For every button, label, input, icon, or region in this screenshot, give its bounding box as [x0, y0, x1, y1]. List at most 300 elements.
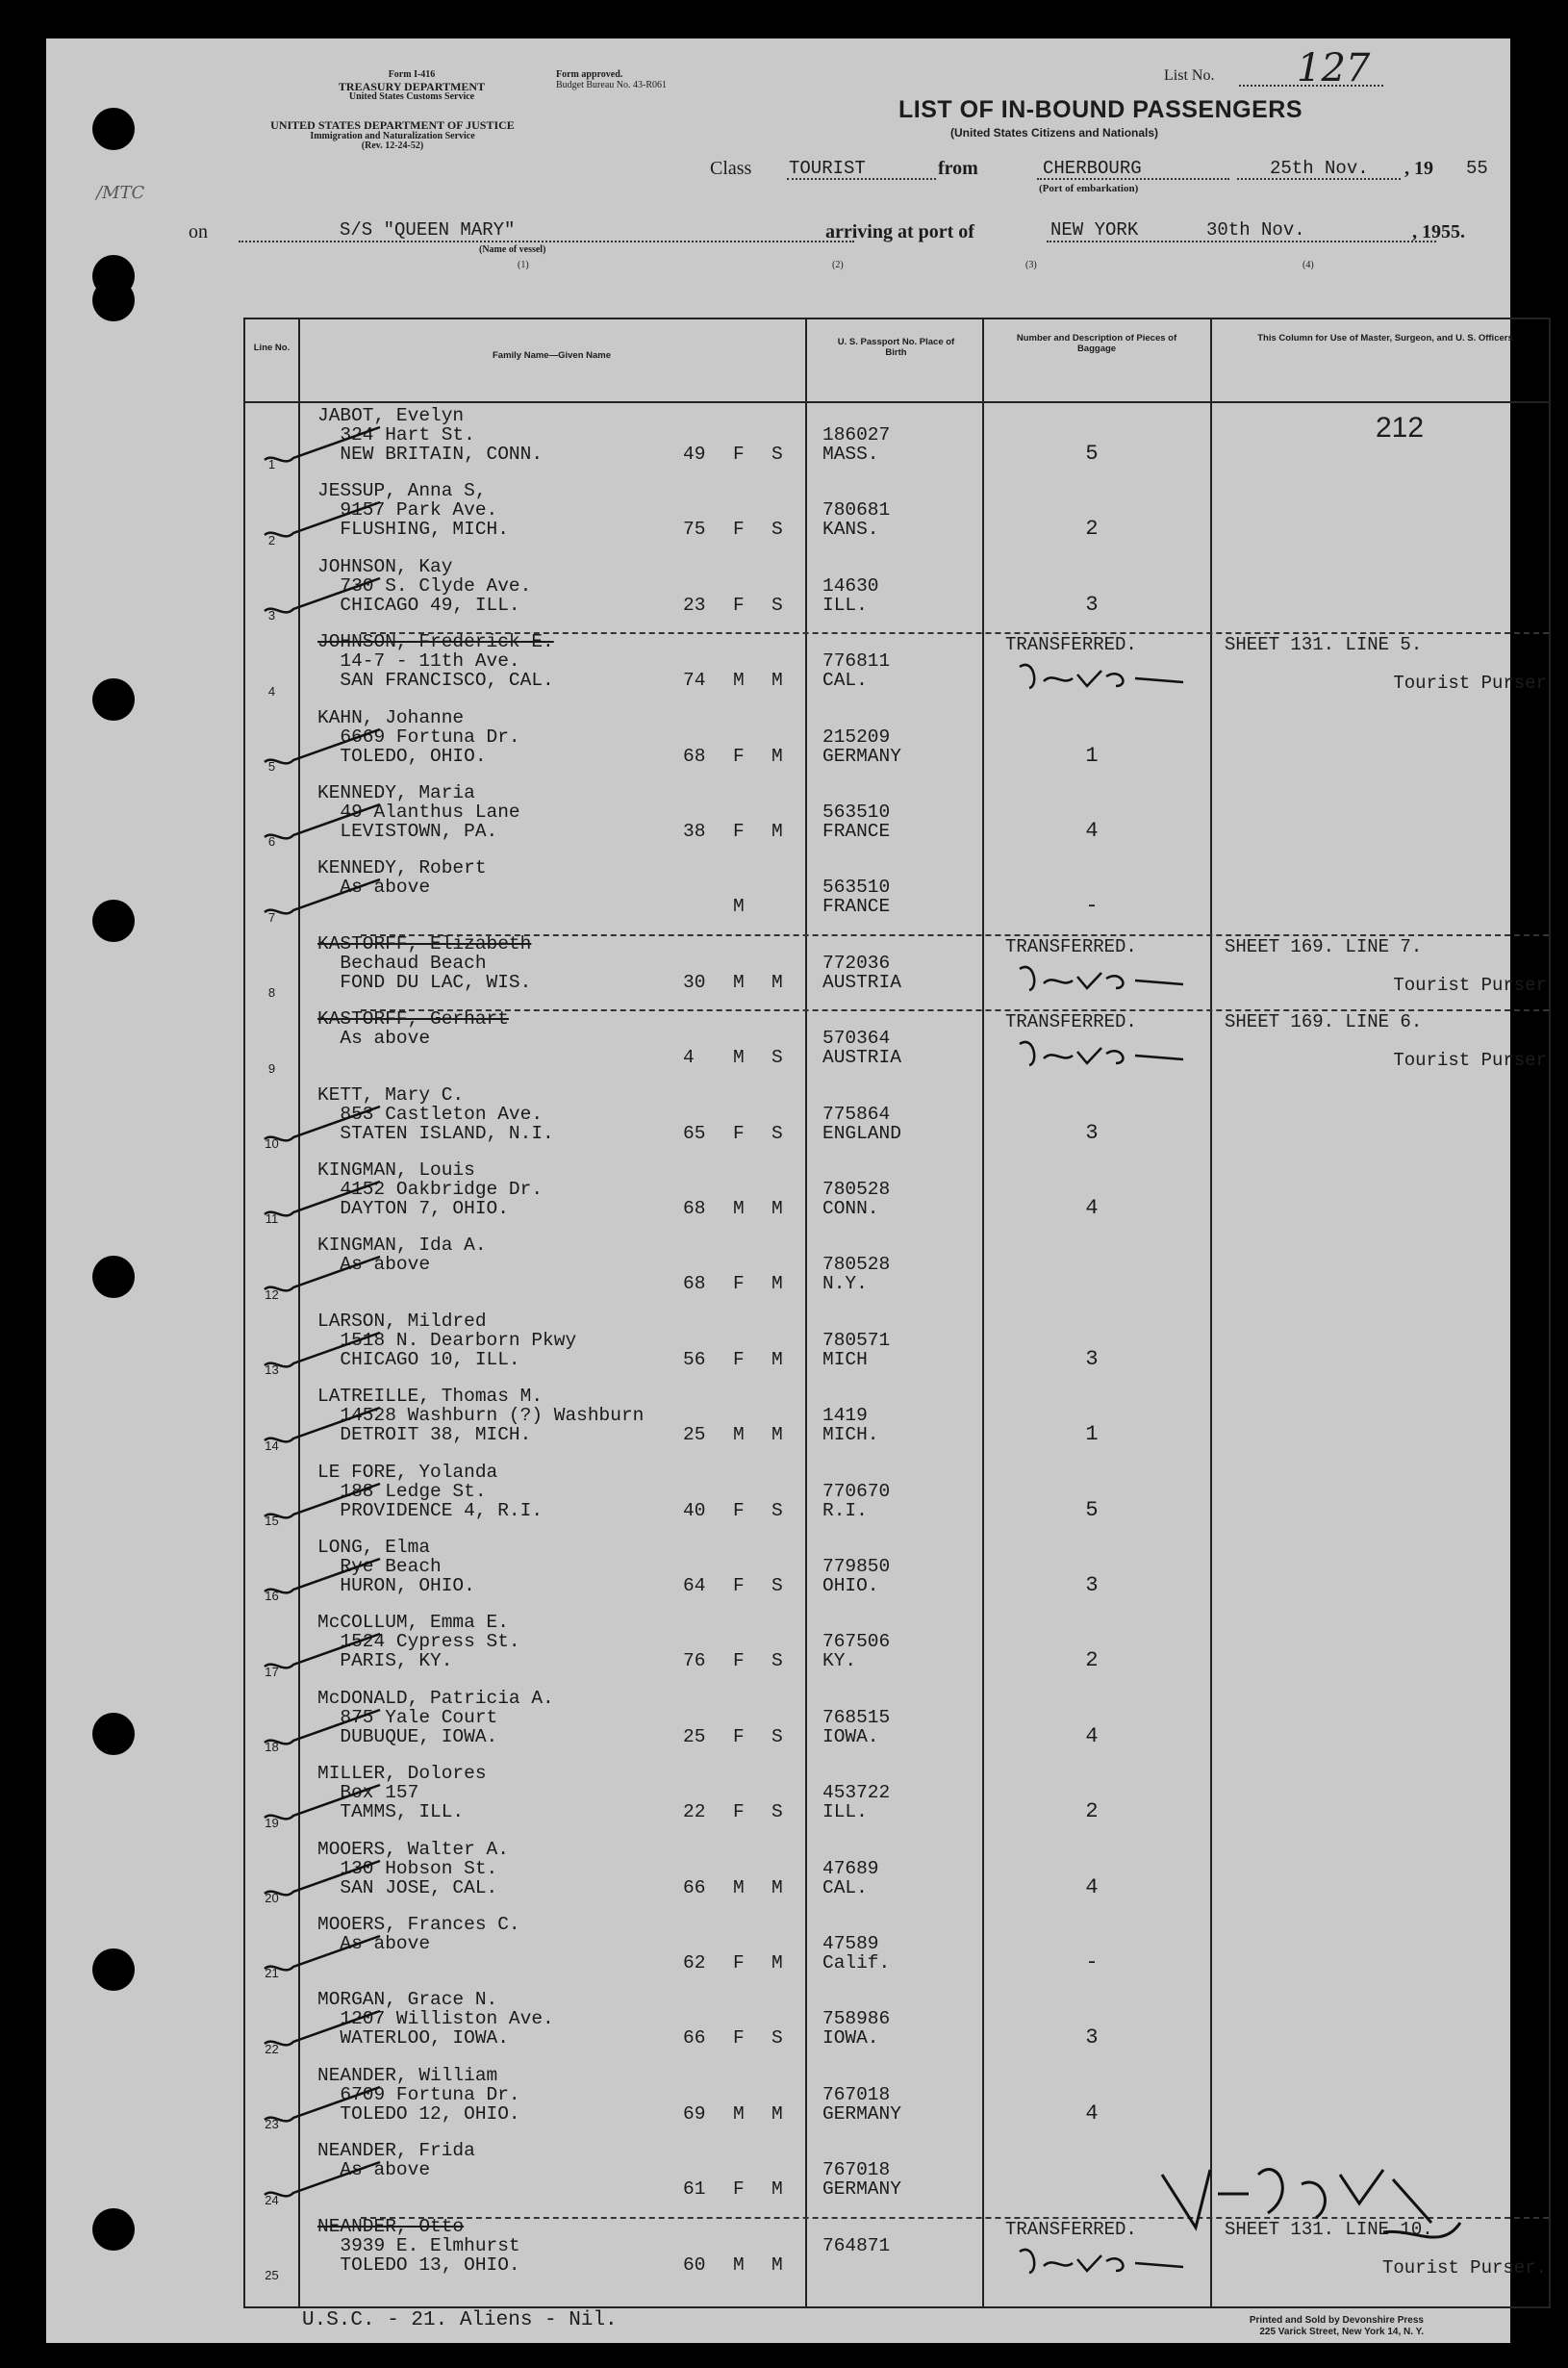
passenger-address: As above: [317, 1028, 431, 1050]
line-number: 13: [265, 1362, 279, 1378]
passenger-name: McDONALD, Patricia A.: [317, 1687, 554, 1709]
passenger-address: 6669 Fortuna Dr.: [317, 726, 520, 748]
passenger-age: 66: [683, 2027, 706, 2050]
col-num-4: (4): [1302, 260, 1314, 270]
passenger-marital: S: [771, 1575, 783, 1596]
passenger-address: Bechaud Beach: [317, 952, 487, 974]
passenger-city: SAN FRANCISCO, CAL.: [317, 670, 554, 692]
passenger-city: PROVIDENCE 4, R.I.: [317, 1499, 544, 1521]
passenger-city: DAYTON 7, OHIO.: [317, 1198, 509, 1219]
passenger-name: JABOT, Evelyn: [317, 405, 465, 426]
passenger-marital: M: [771, 745, 783, 767]
passenger-marital: S: [771, 2027, 783, 2050]
transfer-stamp: TRANSFERRED.: [1005, 634, 1137, 656]
passport-number: 780681: [822, 499, 891, 522]
departure-year-prefix: , 19: [1404, 158, 1433, 179]
table-row: [245, 1762, 1549, 1837]
baggage-count: 4: [1085, 819, 1099, 843]
checkmark-icon: [255, 1253, 390, 1301]
place-of-birth: AUSTRIA: [822, 1047, 901, 1069]
passenger-address: 1518 N. Dearborn Pkwy: [317, 1329, 577, 1351]
passport-number: 775864: [822, 1103, 891, 1125]
line-number: 3: [267, 608, 276, 624]
passenger-city: CHICAGO 10, ILL.: [317, 1348, 520, 1370]
baggage-count: 4: [1085, 1723, 1099, 1748]
passenger-city: WATERLOO, IOWA.: [317, 2027, 509, 2050]
purser-label: Tourist Purser.: [1381, 2256, 1547, 2279]
table-row: [245, 1159, 1549, 1234]
passenger-marital: M: [771, 971, 783, 993]
baggage-count: 1: [1085, 743, 1099, 768]
table-row: [245, 932, 1549, 1007]
place-of-birth: CAL.: [822, 1876, 868, 1898]
checkmark-icon: [255, 2007, 390, 2055]
passenger-sex: F: [733, 1575, 745, 1596]
place-of-birth: Calif.: [822, 1952, 891, 1973]
printer-credit: [1250, 2315, 1424, 2338]
vessel-underline: [239, 241, 854, 242]
passport-number: 780571: [822, 1329, 891, 1351]
passenger-address: Box 157: [317, 1782, 419, 1804]
passenger-city: TOLEDO 12, OHIO.: [317, 2102, 520, 2125]
passport-number: 1419: [822, 1405, 868, 1427]
passenger-age: 38: [683, 821, 706, 842]
passenger-sex: F: [733, 1650, 745, 1672]
passenger-age: 49: [683, 444, 706, 465]
purser-signature: [1015, 959, 1188, 998]
passenger-address: 1207 Williston Ave.: [317, 2008, 554, 2030]
class-label: Class: [710, 158, 752, 179]
baggage-count: 2: [1085, 517, 1099, 542]
passenger-name: MORGAN, Grace N.: [317, 1989, 498, 2011]
passport-number: 563510: [822, 802, 891, 823]
officer-signature: [1143, 2136, 1489, 2271]
passport-number: 215209: [822, 726, 891, 748]
passenger-marital: M: [771, 1273, 783, 1295]
col-num-1: (1): [518, 260, 529, 270]
passenger-name: KASTORFF, Gerhart: [317, 1008, 509, 1031]
line-number: 20: [265, 1890, 279, 1905]
checkmark-icon: [255, 1555, 390, 1603]
punch-hole: [92, 900, 135, 942]
line-number: 6: [267, 834, 276, 850]
checkmark-icon: [255, 574, 390, 623]
place-of-birth: GERMANY: [822, 745, 901, 767]
form-header-treasury: [325, 70, 498, 103]
passenger-age: 30: [683, 971, 706, 993]
checkmark-icon: [255, 498, 390, 547]
passport-number: 14630: [822, 574, 879, 597]
immigration-service: Immigration and Naturalization Service: [310, 130, 475, 141]
passport-number: 764871: [822, 2234, 891, 2256]
passenger-address: 3939 E. Elmhurst: [317, 2234, 520, 2256]
margin-note: /MTC: [96, 183, 145, 203]
place-of-birth: N.Y.: [822, 1273, 868, 1295]
passenger-name: McCOLLUM, Emma E.: [317, 1612, 509, 1634]
table-row: [245, 1611, 1549, 1686]
transfer-sheet-ref: SHEET 131. LINE 10.: [1225, 2218, 1433, 2240]
passenger-city: PARIS, KY.: [317, 1650, 453, 1672]
place-of-birth: GERMANY: [822, 2102, 901, 2125]
passenger-name: KENNEDY, Robert: [317, 857, 487, 879]
place-of-birth: IOWA.: [822, 1725, 879, 1747]
passenger-name: NEANDER, Frida: [317, 2140, 475, 2162]
place-of-birth: ENGLAND: [822, 1122, 901, 1144]
passenger-name: LARSON, Mildred: [317, 1310, 487, 1332]
passenger-name: KINGMAN, Ida A.: [317, 1235, 487, 1257]
passenger-marital: S: [771, 519, 783, 541]
passenger-marital: S: [771, 444, 783, 465]
passenger-age: 22: [683, 1801, 706, 1823]
passenger-city: FOND DU LAC, WIS.: [317, 971, 532, 993]
passenger-name: NEANDER, William: [317, 2064, 498, 2086]
arrival-date: 30th Nov.: [1206, 219, 1305, 241]
arrival-year: , 1955.: [1412, 221, 1465, 242]
transfer-sheet-ref: SHEET 169. LINE 6.: [1225, 1011, 1423, 1033]
passport-number: 186027: [822, 424, 891, 446]
passenger-city: FLUSHING, MICH.: [317, 519, 509, 541]
passenger-city: SAN JOSE, CAL.: [317, 1876, 498, 1898]
passenger-city: STATEN ISLAND, N.I.: [317, 1122, 554, 1144]
place-of-birth: AUSTRIA: [822, 971, 901, 993]
th-name: Family Name—Given Name: [492, 350, 612, 361]
punch-hole: [92, 1948, 135, 1991]
treasury-dept: TREASURY DEPARTMENT: [338, 79, 486, 93]
passport-number: 47589: [822, 1933, 879, 1954]
embarkation-note: (Port of embarkation): [1039, 183, 1139, 194]
purser-label: Tourist Purser: [1393, 1050, 1547, 1072]
table-row: [245, 1385, 1549, 1460]
checkmark-icon: [255, 1103, 390, 1151]
line-number: 9: [267, 1060, 276, 1076]
passenger-name: MOOERS, Frances C.: [317, 1914, 520, 1935]
passenger-address: 9157 Park Ave.: [317, 499, 498, 522]
place-of-birth: ILL.: [822, 594, 868, 616]
customs-service: United States Customs Service: [348, 91, 475, 103]
table-row: [245, 1007, 1549, 1082]
passport-number: 780528: [822, 1179, 891, 1200]
passport-number: 570364: [822, 1028, 891, 1050]
embarkation-port: CHERBOURG: [1043, 158, 1142, 179]
passenger-table: [243, 318, 1551, 2308]
place-of-birth: IOWA.: [822, 2027, 879, 2050]
passenger-marital: M: [771, 2253, 783, 2276]
line-number: 5: [267, 758, 276, 774]
passenger-age: 60: [683, 2253, 706, 2276]
passport-number: 453722: [822, 1782, 891, 1804]
place-of-birth: MICH.: [822, 1424, 879, 1446]
baggage-count: 3: [1085, 1120, 1099, 1145]
table-row: [245, 1988, 1549, 2063]
passenger-address: 14528 Washburn (?) Washburn: [317, 1405, 645, 1427]
passenger-sex: F: [733, 444, 745, 465]
purser-label: Tourist Purser: [1393, 974, 1547, 996]
table-row: [245, 555, 1549, 630]
arrival-port: NEW YORK: [1050, 219, 1139, 241]
checkmark-icon: [255, 1932, 390, 1980]
page-title: LIST OF IN-BOUND PASSENGERS: [898, 96, 1303, 123]
transfer-sheet-ref: SHEET 169. LINE 7.: [1225, 935, 1423, 957]
line-number: 25: [265, 2267, 279, 2282]
passenger-sex: M: [733, 1424, 745, 1446]
transfer-stamp: TRANSFERRED.: [1005, 2218, 1137, 2240]
passport-number: 772036: [822, 952, 891, 974]
baggage-count: 5: [1085, 442, 1099, 466]
col-num-2: (2): [832, 260, 844, 270]
line-number: 2: [267, 532, 276, 547]
checkmark-icon: [255, 1857, 390, 1905]
place-of-birth: KANS.: [822, 519, 879, 541]
checkmark-icon: [255, 1404, 390, 1452]
passenger-sex: F: [733, 2027, 745, 2050]
purser-signature: [1015, 1034, 1188, 1073]
passenger-address: 188 Ledge St.: [317, 1480, 487, 1502]
line-number: 24: [265, 2192, 279, 2207]
passenger-name: LONG, Elma: [317, 1537, 431, 1558]
passenger-address: 14-7 - 11th Ave.: [317, 650, 520, 673]
list-no-label: List No.: [1164, 67, 1215, 84]
checkmark-icon: [255, 876, 390, 924]
budget-note: [556, 70, 768, 90]
passenger-name: LE FORE, Yolanda: [317, 1461, 498, 1483]
place-of-birth: MASS.: [822, 444, 879, 465]
passport-number: 758986: [822, 2008, 891, 2030]
passenger-name: JOHNSON, Frederick E.: [317, 631, 554, 653]
passport-number: 47689: [822, 1857, 879, 1879]
passenger-marital: M: [771, 1348, 783, 1370]
passenger-sex: F: [733, 1952, 745, 1973]
passenger-sex: F: [733, 1348, 745, 1370]
passenger-age: 23: [683, 594, 706, 616]
line-number: 1: [267, 457, 276, 472]
checkmark-icon: [255, 1329, 390, 1377]
line-number: 17: [265, 1664, 279, 1679]
passenger-age: 56: [683, 1348, 706, 1370]
line-number: 14: [265, 1438, 279, 1453]
place-of-birth: CAL.: [822, 670, 868, 692]
printer-line-2: 225 Varick Street, New York 14, N. Y.: [1259, 2327, 1424, 2337]
passenger-marital: S: [771, 1650, 783, 1672]
place-of-birth: FRANCE: [822, 896, 891, 918]
vessel-note: (Name of vessel): [479, 244, 546, 255]
baggage-count: -: [1085, 894, 1099, 919]
passenger-name: KASTORFF, Elizabeth: [317, 932, 532, 955]
line-number: 16: [265, 1589, 279, 1604]
class-value: TOURIST: [789, 158, 866, 179]
departure-year: 55: [1466, 158, 1488, 179]
place-of-birth: MICH: [822, 1348, 868, 1370]
line-number: 23: [265, 2117, 279, 2132]
th-passport: U. S. Passport No. Place of Birth: [837, 337, 955, 359]
transfer-sheet-ref: SHEET 131. LINE 5.: [1225, 634, 1423, 656]
passenger-marital: M: [771, 1952, 783, 1973]
passenger-address: As above: [317, 877, 431, 899]
passenger-age: 76: [683, 1650, 706, 1672]
passenger-age: 68: [683, 1198, 706, 1219]
checkmark-icon: [255, 1178, 390, 1226]
place-of-birth: ILL.: [822, 1801, 868, 1823]
passenger-city: TOLEDO 13, OHIO.: [317, 2253, 520, 2276]
baggage-count: 5: [1085, 1497, 1099, 1522]
passenger-marital: M: [771, 1424, 783, 1446]
baggage-count: 1: [1085, 1422, 1099, 1447]
line-number: 15: [265, 1513, 279, 1528]
checkmark-icon: [255, 801, 390, 849]
checkmark-icon: [255, 726, 390, 774]
document-page: [46, 38, 1547, 2343]
printer-line-1: Printed and Sold by Devonshire Press: [1249, 2315, 1424, 2326]
passenger-address: 875 Yale Court: [317, 1706, 498, 1728]
punch-hole: [92, 2208, 135, 2251]
passenger-city: TOLEDO, OHIO.: [317, 745, 487, 767]
passport-number: 767018: [822, 2083, 891, 2105]
stamp-number: 212: [1376, 412, 1425, 444]
table-row: [245, 1234, 1549, 1309]
passenger-age: 69: [683, 2102, 706, 2125]
passenger-address: 4152 Oakbridge Dr.: [317, 1179, 544, 1200]
passenger-address: 730 S. Clyde Ave.: [317, 574, 532, 597]
passenger-marital: M: [771, 821, 783, 842]
purser-signature: [1015, 657, 1188, 696]
th-officers: This Column for Use of Master, Surgeon, and U. S. Officers: [1257, 333, 1513, 344]
baggage-count: 2: [1085, 1799, 1099, 1824]
checkmark-icon: [255, 423, 390, 471]
passport-number: 779850: [822, 1556, 891, 1577]
purser-label: Tourist Purser: [1393, 673, 1547, 695]
form-approved: Form approved.: [556, 69, 623, 80]
arriving-label: arriving at port of: [825, 221, 974, 242]
passenger-address: 1524 Cypress St.: [317, 1631, 520, 1653]
baggage-count: -: [1085, 1950, 1099, 1974]
passenger-city: CHICAGO 49, ILL.: [317, 594, 520, 616]
line-number: 12: [265, 1286, 279, 1302]
passenger-sex: F: [733, 1801, 745, 1823]
passenger-marital: S: [771, 594, 783, 616]
line-number: 21: [265, 1966, 279, 1981]
baggage-count: 3: [1085, 1346, 1099, 1371]
passenger-marital: M: [771, 670, 783, 692]
table-row: [245, 706, 1549, 781]
passport-number: 768515: [822, 1706, 891, 1728]
passenger-marital: S: [771, 1047, 783, 1069]
place-of-birth: OHIO.: [822, 1575, 879, 1596]
col-num-3: (3): [1025, 260, 1037, 270]
form-number: Form I-416: [388, 69, 436, 80]
passenger-sex: F: [733, 519, 745, 541]
table-row: [245, 1838, 1549, 1913]
passenger-name: KENNEDY, Maria: [317, 782, 475, 803]
table-row: [245, 1536, 1549, 1611]
passenger-name: MILLER, Dolores: [317, 1763, 487, 1785]
baggage-count: 2: [1085, 1648, 1099, 1673]
passenger-address: 130 Hobson St.: [317, 1857, 498, 1879]
passenger-marital: M: [771, 1198, 783, 1219]
passenger-sex: F: [733, 821, 745, 842]
line-number: 4: [267, 683, 276, 699]
checkmark-icon: [255, 2158, 390, 2206]
passport-number: 767018: [822, 2159, 891, 2181]
passenger-sex: F: [733, 2178, 745, 2201]
passenger-name: KAHN, Johanne: [317, 706, 465, 728]
baggage-count: 3: [1085, 592, 1099, 617]
departure-date: 25th Nov.: [1270, 158, 1369, 179]
baggage-count: 4: [1085, 2101, 1099, 2126]
checkmark-icon: [255, 1781, 390, 1829]
passenger-age: 4: [683, 1047, 695, 1069]
passenger-age: 64: [683, 1575, 706, 1596]
passenger-marital: S: [771, 1801, 783, 1823]
passenger-city: DETROIT 38, MICH.: [317, 1424, 532, 1446]
passenger-city: DUBUQUE, IOWA.: [317, 1725, 498, 1747]
vessel-name: S/S "QUEEN MARY": [340, 219, 516, 241]
punch-hole: [92, 1713, 135, 1755]
transfer-stamp: TRANSFERRED.: [1005, 1011, 1137, 1033]
passenger-sex: F: [733, 1499, 745, 1521]
baggage-count: 3: [1085, 2025, 1099, 2050]
checkmark-icon: [255, 2083, 390, 2131]
table-row: [245, 630, 1549, 705]
passport-number: 767506: [822, 1631, 891, 1653]
passenger-age: 74: [683, 670, 706, 692]
table-row: [245, 2064, 1549, 2139]
passenger-sex: M: [733, 1047, 745, 1069]
baggage-count: 4: [1085, 1874, 1099, 1899]
place-of-birth: CONN.: [822, 1198, 879, 1219]
passenger-marital: M: [771, 2102, 783, 2125]
passenger-sex: M: [733, 670, 745, 692]
line-number: 8: [267, 985, 276, 1001]
passport-number: 780528: [822, 1254, 891, 1276]
line-number: 19: [265, 1815, 279, 1830]
passenger-name: KINGMAN, Louis: [317, 1159, 475, 1181]
table-row: [245, 479, 1549, 554]
passenger-age: 66: [683, 1876, 706, 1898]
list-number: 127: [1297, 46, 1371, 90]
passport-number: 770670: [822, 1480, 891, 1502]
passenger-age: 75: [683, 519, 706, 541]
passenger-city: NEW BRITAIN, CONN.: [317, 444, 544, 465]
line-number: 10: [265, 1135, 279, 1151]
passenger-city: LEVISTOWN, PA.: [317, 821, 498, 842]
passenger-city: HURON, OHIO.: [317, 1575, 475, 1596]
justice-dept: UNITED STATES DEPARTMENT OF JUSTICE: [270, 118, 515, 132]
passenger-sex: M: [733, 896, 745, 918]
place-of-birth: GERMANY: [822, 2178, 901, 2201]
place-of-birth: KY.: [822, 1650, 857, 1672]
passenger-sex: M: [733, 1876, 745, 1898]
table-row: [245, 1310, 1549, 1385]
passenger-age: 61: [683, 2178, 706, 2201]
table-row: [245, 856, 1549, 931]
passenger-age: 62: [683, 1952, 706, 1973]
passenger-age: 25: [683, 1725, 706, 1747]
passenger-marital: S: [771, 1499, 783, 1521]
place-of-birth: R.I.: [822, 1499, 868, 1521]
form-header-justice: [190, 119, 594, 152]
passenger-address: As above: [317, 1254, 431, 1276]
place-of-birth: FRANCE: [822, 821, 891, 842]
header-divider: [245, 401, 1549, 403]
passenger-address: 49 Alanthus Lane: [317, 802, 520, 823]
passenger-address: 6709 Fortuna Dr.: [317, 2083, 520, 2105]
baggage-count: 3: [1085, 1573, 1099, 1597]
passenger-marital: S: [771, 1122, 783, 1144]
passenger-address: 853 Castleton Ave.: [317, 1103, 544, 1125]
passenger-marital: S: [771, 1725, 783, 1747]
table-row: [245, 1083, 1549, 1159]
revision-date: (Rev. 12-24-52): [361, 140, 424, 152]
passenger-name: NEANDER, Otto: [317, 2215, 465, 2237]
